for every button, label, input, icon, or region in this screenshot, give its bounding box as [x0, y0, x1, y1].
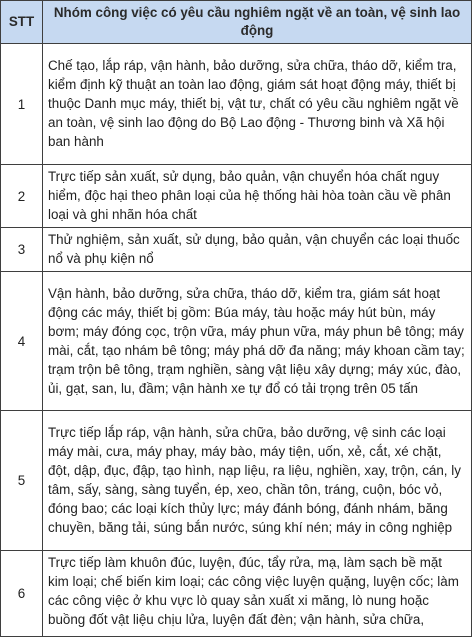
table-row — [1, 272, 472, 411]
table-row — [1, 411, 472, 551]
row-description: Trực tiếp lắp ráp, vận hành, sửa chữa, bảo dưỡng, vệ sinh các loại máy mài, cưa, máy phay, máy bào, máy tiện, uốn, xẻ, cắt, xé chặt, đột, dập, đục, đập, tạo hình, nạp liệu, ra liệu, nghiền, xay, trộn, cán, ly tâm, sấy, sàng, sàng tuyển, ép, xeo, chần tôn, tráng, cuộn, bóc vỏ, đóng bao; các loại kích thủy lực; máy đánh bóng, đánh nhám, băng chuyền, băng tải, súng bắn nước, súng khí nén; máy in công nghiệp — [43, 411, 472, 551]
table-row — [1, 165, 472, 228]
header-job-group: Nhóm công việc có yêu cầu nghiêm ngặt về an toàn, vệ sinh lao động — [43, 1, 472, 44]
row-description: Trực tiếp sản xuất, sử dụng, bảo quản, vận chuyển hóa chất nguy hiểm, độc hại theo phân loại của hệ thống hài hòa toàn cầu về phân loại và ghi nhãn hóa chất — [43, 165, 472, 228]
header-stt: STT — [1, 1, 43, 44]
row-number: 2 — [1, 165, 43, 228]
row-number: 4 — [1, 272, 43, 411]
table-row — [1, 551, 472, 637]
row-number: 3 — [1, 228, 43, 272]
row-number: 1 — [1, 44, 43, 165]
row-description: Chế tạo, lắp ráp, vận hành, bảo dưỡng, sửa chữa, tháo dỡ, kiểm tra, kiểm định kỹ thuật an toàn lao động, giám sát hoạt động máy, thiết bị thuộc Danh mục máy, thiết bị, vật tư, chất có yêu cầu nghiêm ngặt về an toàn, vệ sinh lao động do Bộ Lao động - Thương binh và Xã hội ban hành — [43, 44, 472, 165]
row-description: Thử nghiệm, sản xuất, sử dụng, bảo quản, vận chuyển các loại thuốc nổ và phụ kiện nổ — [43, 228, 472, 272]
row-description: Trực tiếp làm khuôn đúc, luyện, đúc, tẩy rửa, mạ, làm sạch bề mặt kim loại; chế biến kim loại; các công việc luyện quặng, luyện cốc; làm các công việc ở khu vực lò quay sản xuất xi măng, lò nung hoặc buồng đốt vật liệu chịu lửa, luyện đất đèn; vận hành, sửa chữa, — [43, 551, 472, 637]
row-number: 5 — [1, 411, 43, 551]
row-description: Vận hành, bảo dưỡng, sửa chữa, tháo dỡ, kiểm tra, giám sát hoạt động các máy, thiết bị gồm: Búa máy, tàu hoặc máy hút bùn, máy bơm; máy đóng cọc, trộn vữa, máy phun vữa, máy phun bê tông; máy mài, cắt, tạo nhám bê tông; máy phá dỡ đa năng; máy khoan cầm tay; trạm trộn bê tông, trạm nghiền, sàng vật liệu xây dựng; máy xúc, đào, ủi, gạt, san, lu, đầm; vận hành xe tự đổ có tải trọng trên 05 tấn — [43, 272, 472, 411]
table-row — [1, 228, 472, 272]
table-header-row — [1, 1, 472, 44]
table-row — [1, 44, 472, 165]
row-number: 6 — [1, 551, 43, 637]
